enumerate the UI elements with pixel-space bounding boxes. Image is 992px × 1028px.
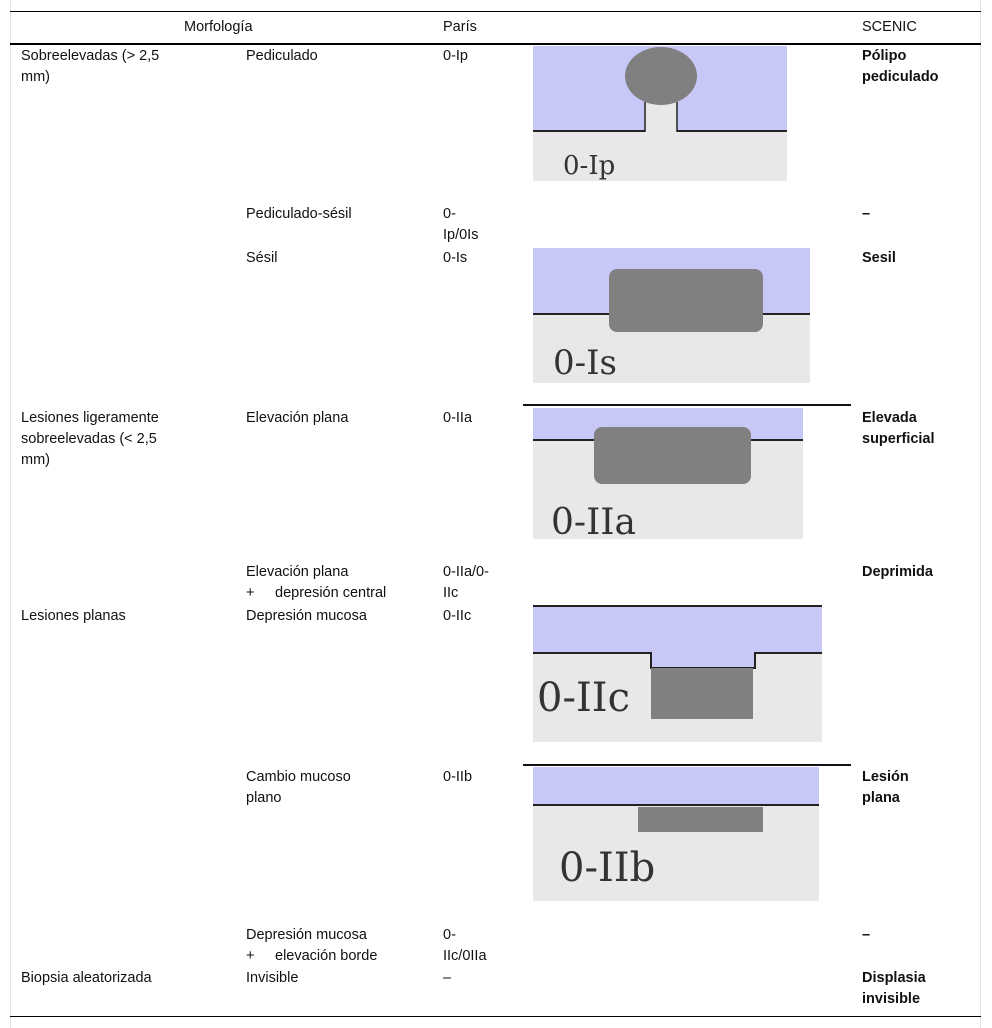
category-cell: Lesiones ligeramente [21,410,159,426]
type-cell: Elevación plana [246,564,349,580]
figure-0-is [533,248,810,383]
header-morfologia: Morfología [184,19,253,35]
category-cell-line2: mm) [21,69,50,85]
paris-cell: 0- [443,927,456,943]
category-cell: Biopsia aleatorizada [21,970,152,986]
table-frame [10,0,981,1028]
figure-0-iib [533,767,819,901]
figure-label: 0-IIc [537,675,630,721]
type-cell-line2: elevación borde [275,948,378,964]
scenic-cell: – [862,927,871,943]
paris-cell: 0- [443,206,456,222]
type-cell: Depresión mucosa [246,608,367,624]
header-paris: París [443,19,477,35]
scenic-cell: Lesión [862,769,909,785]
paris-cell: 0-Is [443,250,468,266]
type-cell: Invisible [246,970,299,986]
figure-label: 0-IIa [551,502,636,539]
type-cell: Pediculado-sésil [246,206,352,222]
figure-label: 0-Is [553,343,617,383]
paris-cell: 0-IIa [443,410,473,426]
type-cell: Sésil [246,250,278,266]
type-cell: Pediculado [246,48,318,64]
figure-label: 0-IIb [559,845,656,891]
type-cell: Cambio mucoso [246,769,351,785]
paris-cell-line2: Ip/0Is [443,227,479,243]
paris-cell-line2: IIc [443,585,459,601]
scenic-cell: Elevada [862,410,917,426]
type-cell-prefix: + [246,585,255,601]
figure-divider [523,404,851,406]
scenic-cell: Sesil [862,250,896,266]
table-bottom-rule [10,1016,981,1017]
type-cell-line2: depresión central [275,585,387,601]
scenic-cell: Deprimida [862,564,933,580]
paris-cell: 0-IIb [443,769,473,785]
category-cell: Lesiones planas [21,608,126,624]
scenic-cell-line2: pediculado [862,69,939,85]
scenic-cell-line2: superficial [862,431,935,447]
category-cell-line2: sobreelevadas (< 2,5 [21,431,157,447]
type-cell: Elevación plana [246,410,349,426]
table-top-rule [10,11,981,12]
figure-0-iic [533,605,822,742]
figure-0-iia [533,408,803,539]
header-bottom-rule [10,43,981,45]
category-cell: Sobreelevadas (> 2,5 [21,48,160,64]
type-cell-line2: plano [246,790,282,806]
paris-cell-line2: IIc/0IIa [443,948,487,964]
paris-cell: – [443,970,452,986]
header-scenic: SCENIC [862,19,917,35]
figure-0-ip [533,46,787,181]
figure-divider [523,764,851,766]
type-cell: Depresión mucosa [246,927,367,943]
scenic-cell: – [862,206,871,222]
paris-cell: 0-Ip [443,48,468,64]
category-cell-line3: mm) [21,452,50,468]
scenic-cell: Displasia [862,970,926,986]
scenic-cell: Pólipo [862,48,907,64]
scenic-cell-line2: invisible [862,991,921,1007]
scenic-cell-line2: plana [862,790,900,806]
figure-label: 0-Ip [563,151,616,181]
type-cell-prefix: + [246,948,255,964]
paris-cell: 0-IIa/0- [443,564,489,580]
paris-cell: 0-IIc [443,608,472,624]
